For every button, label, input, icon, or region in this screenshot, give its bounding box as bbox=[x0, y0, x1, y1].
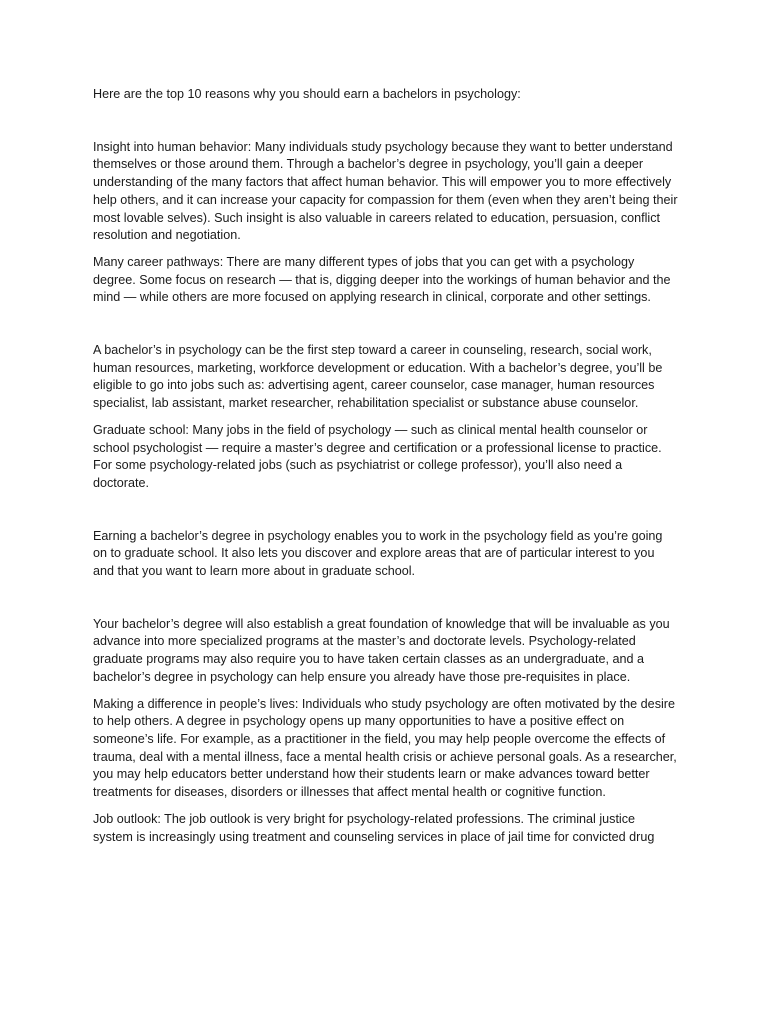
paragraph-bachelors-first-step: A bachelor’s in psychology can be the first step toward a career in counseling, research, social work, human resources, marketing, workforce development or education. With a bachelor’s degree, you’ll be eligible to go into jobs such as: advertising agent, career counselor, case manager, human resources specialist, lab assistant, market researcher, rehabilitation specialist or substance abuse counselor. bbox=[93, 343, 663, 411]
paragraph-career-pathways: Many career pathways: There are many different types of jobs that you can get with a psychology degree. Some focus on research — that is, digging deeper into the workings of human behavior and the mind — while others are more focused on applying research in clinical, corporate and other settings. bbox=[93, 254, 671, 305]
paragraph-work-while-studying: Earning a bachelor’s degree in psychology enables you to work in the psychology field as you’re going on to graduate school. It also lets you discover and explore areas that are of particular interest to you and that you want to learn more about in graduate school. bbox=[93, 528, 663, 579]
paragraph-insight-human-behavior: Insight into human behavior: Many individuals study psychology because they want to better understand themselves or those around them. Through a bachelor’s degree in psychology, you’ll gain a deeper understanding of the many factors that affect human behavior. This will empower you to more effectively help others, and it can increase your capacity for compassion for them (even when they aren’t being their most lovable selves). Such insight is also valuable in careers related to education, persuasion, conflict resolution and negotiation. bbox=[93, 139, 678, 243]
paragraph-foundation-of-knowledge: Your bachelor’s degree will also establish a great foundation of knowledge that will be invaluable as you advance into more specialized programs at the master’s and doctorate levels. Psychology-related graduate programs may also require you to have taken certain classes as an undergraduate, and a bachelor’s degree in psychology can help ensure you already have those pre-requisites in place. bbox=[93, 616, 670, 684]
paragraph-graduate-school: Graduate school: Many jobs in the field of psychology — such as clinical mental health counselor or school psychologist — require a master’s degree and certification or a professional license to practice. For some psychology-related jobs (such as psychiatrist or college professor), you’ll also need a doctorate. bbox=[93, 422, 662, 490]
paragraph-making-a-difference: Making a difference in people’s lives: Individuals who study psychology are often motivated by the desire to help others. A degree in psychology opens up many opportunities to have a positive effect on someone’s life. For example, as a practitioner in the field, you may help people overcome the effects of trauma, deal with a mental illness, face a mental health crisis or achieve personal goals. As a researcher, you may help educators better understand how their students learn or make advances toward better treatments for diseases, disorders or illnesses that affect mental health or cognitive function. bbox=[93, 696, 677, 800]
paragraph-job-outlook: Job outlook: The job outlook is very bright for psychology-related professions. The criminal justice system is increasingly using treatment and counseling services in place of jail time for convicted drug bbox=[93, 811, 655, 844]
intro-paragraph: Here are the top 10 reasons why you should earn a bachelors in psychology: bbox=[93, 87, 521, 101]
document-body bbox=[93, 86, 678, 846]
